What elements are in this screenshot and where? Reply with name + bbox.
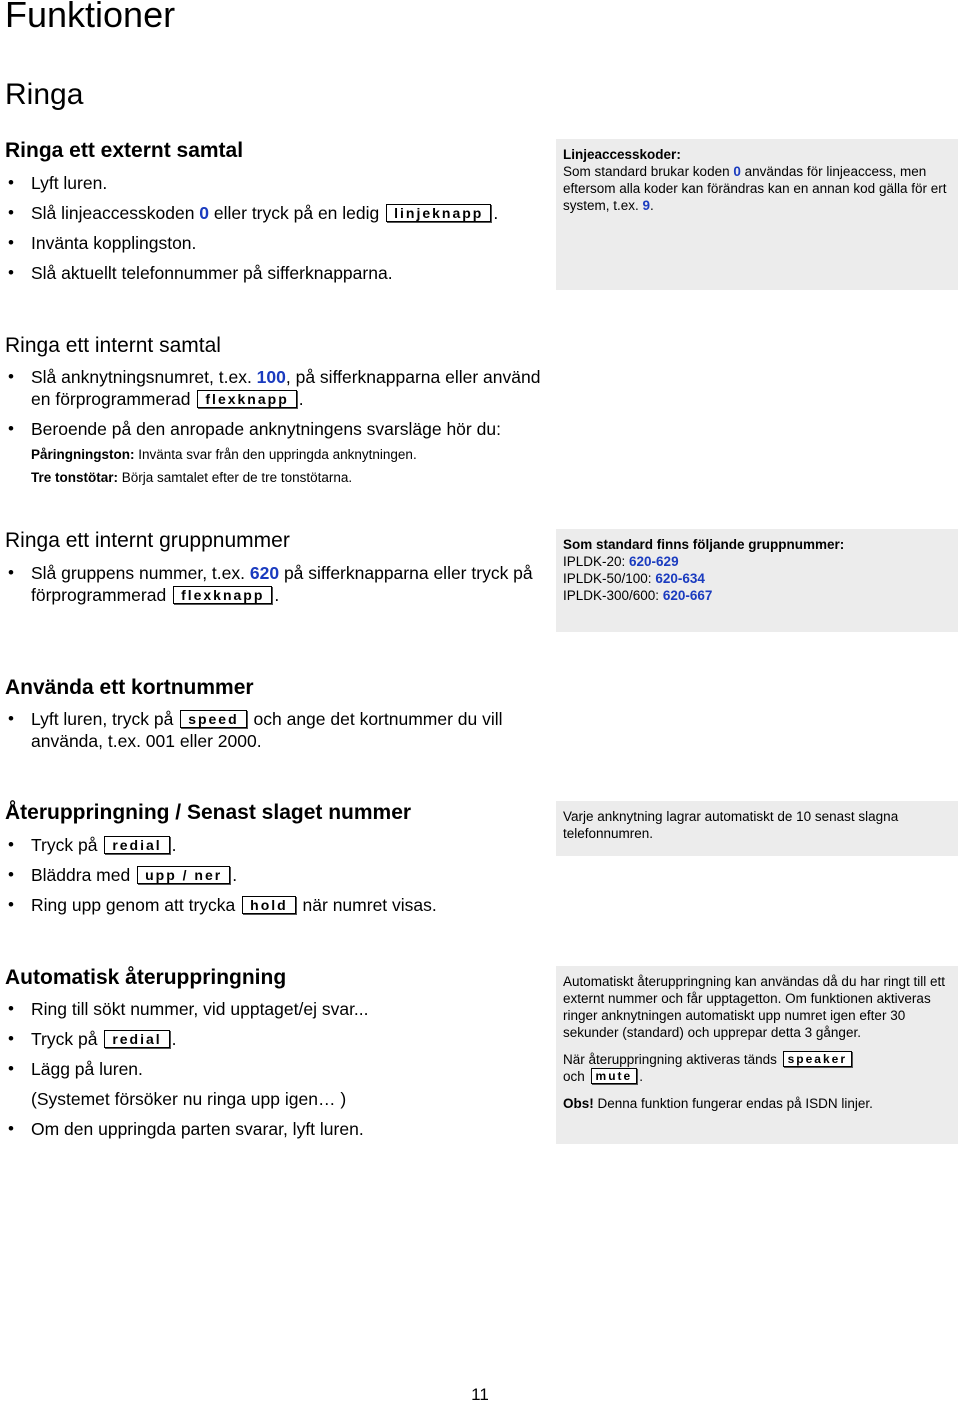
- flex-key: flexknapp: [197, 390, 296, 408]
- list-item: • Slå aktuellt telefonnummer på sifferknapparna.: [5, 262, 545, 284]
- note-auto-redial: Automatiskt återuppringning kan användas då du har ringt till ett externt nummer och får upptagetton. Om funktionen aktiveras ringer anknytningen automatiskt upp numret igen efter 30 sekunder (standard) och upprepar detta 3 gånger. När återuppringning aktiveras tänds speaker och mute . Obs! Denna funktion fungerar endas på ISDN linjer.: [556, 966, 958, 1144]
- section-title-speed-dial: Använda ett kortnummer: [5, 676, 254, 699]
- redial-key: redial: [104, 1030, 169, 1048]
- list-item: • Beroende på den anropade anknytningens svarsläge hör du:: [5, 418, 545, 440]
- list-item: • Tryck på redial .: [5, 1028, 545, 1050]
- list-item: • Lyft luren.: [5, 172, 545, 194]
- list-item: • Bläddra med upp / ner .: [5, 864, 545, 886]
- list-item: • Slå gruppens nummer, t.ex. 620 på sifferknapparna eller tryck på förprogrammerad flexknapp .: [5, 562, 545, 606]
- redial-key: redial: [104, 836, 169, 854]
- list-item: • Om den uppringda parten svarar, lyft luren.: [5, 1118, 545, 1140]
- external-call-steps: [5, 172, 545, 292]
- chapter-title: Ringa: [5, 78, 84, 111]
- list-item: • Ring till sökt nummer, vid upptaget/ej svar...: [5, 998, 545, 1020]
- auto-redial-steps: [5, 998, 545, 1148]
- group-row: IPLDK-50/100: 620-634: [563, 571, 705, 586]
- list-item: • Ring upp genom att trycka hold när numret visas.: [5, 894, 545, 916]
- list-item: • Invänta kopplingston.: [5, 232, 545, 254]
- section-title-internal-call: Ringa ett internt samtal: [5, 334, 221, 357]
- ringback-tone-note: Påringningston: Invänta svar från den uppringda anknytningen.: [31, 447, 417, 462]
- group-number-steps: [5, 562, 545, 614]
- three-tones-note: Tre tonstötar: Börja samtalet efter de tre tonstötarna.: [31, 470, 353, 485]
- note-redial: Varje anknytning lagrar automatiskt de 10 senast slagna telefonnumren.: [556, 801, 958, 856]
- mute-key: mute: [591, 1068, 638, 1084]
- page-number: 11: [471, 1385, 489, 1404]
- up-down-key: upp / ner: [137, 866, 230, 884]
- internal-call-steps: [5, 366, 545, 448]
- list-item: • Lyft luren, tryck på speed och ange det kortnummer du vill använda, t.ex. 001 eller 2000.: [5, 708, 545, 752]
- section-title-redial: Återuppringning / Senast slaget nummer: [5, 801, 412, 824]
- hold-key: hold: [242, 896, 296, 914]
- list-item: (Systemet försöker nu ringa upp igen… ): [31, 1089, 347, 1109]
- section-title-group-number: Ringa ett internt gruppnummer: [5, 529, 290, 552]
- line-key: linjeknapp: [386, 204, 491, 222]
- page-title: Funktioner: [5, 0, 176, 35]
- list-item: • Slå anknytningsnumret, t.ex. 100, på sifferknapparna eller använd en förprogrammerad flexknapp .: [5, 366, 545, 410]
- group-row: IPLDK-20: 620-629: [563, 554, 679, 569]
- section-title-external-call: Ringa ett externt samtal: [5, 139, 244, 162]
- speaker-key: speaker: [783, 1051, 852, 1067]
- speed-key: speed: [180, 710, 246, 728]
- list-item: • Slå linjeaccesskoden 0 eller tryck på en ledig linjeknapp .: [5, 202, 545, 224]
- redial-steps: [5, 834, 545, 924]
- list-item: • Lägg på luren.: [5, 1058, 545, 1080]
- list-item: • Tryck på redial .: [5, 834, 545, 856]
- note-group-numbers: Som standard finns följande gruppnummer: IPLDK-20: 620-629 IPLDK-50/100: 620-634 IPLDK-300/600: 620-667: [556, 529, 958, 632]
- group-row: IPLDK-300/600: 620-667: [563, 588, 713, 603]
- section-title-auto-redial: Automatisk återuppringning: [5, 966, 287, 989]
- flex-key: flexknapp: [173, 586, 272, 604]
- speed-dial-steps: [5, 708, 545, 760]
- note-line-access-codes: Linjeaccesskoder: Som standard brukar koden 0 användas för linjeaccess, men eftersom alla koder kan förändras kan en annan kod gälla för ert system, t.ex. 9.: [556, 139, 958, 290]
